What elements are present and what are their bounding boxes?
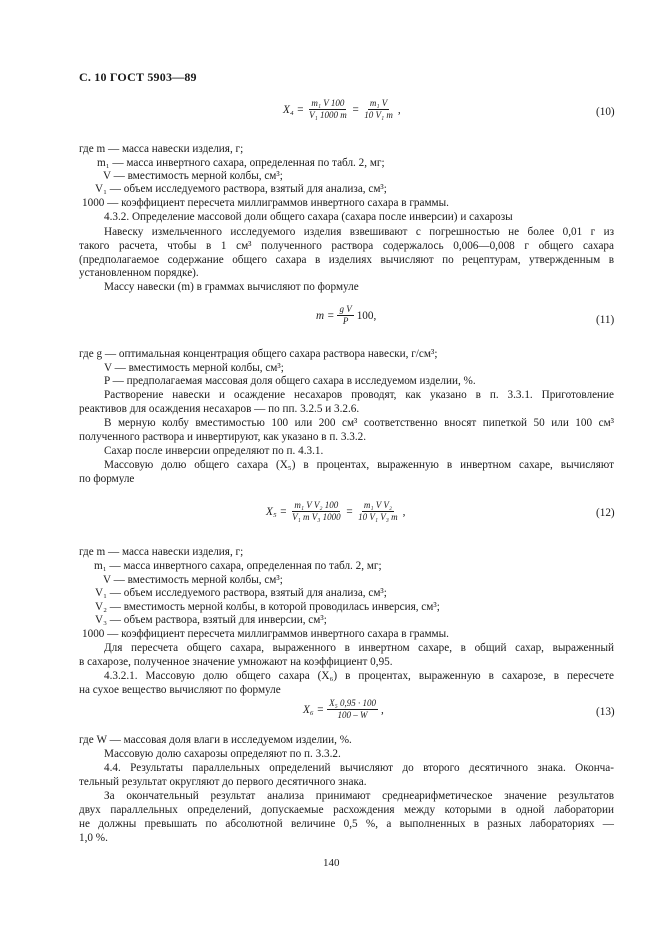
formula-lhs: X₄ = — [283, 103, 305, 116]
text-line: Для пересчета общего сахара, выраженного в инвертном сахаре, в общий сахар, выраженный — [104, 642, 614, 654]
denominator: P — [342, 316, 349, 326]
text-line: где m — масса навески изделия, г; — [79, 546, 244, 558]
numerator: g V — [339, 304, 352, 314]
text-line: полученного раствора и инвертируют, как указано в п. 3.3.2. — [79, 431, 367, 443]
text-line: V₂ — вместимость мерной колбы, в которой проводилась инверсия, см³; — [95, 601, 440, 613]
text-line: установленном порядке). — [79, 267, 199, 279]
denominator: 100 – W — [337, 710, 368, 720]
formula-11 — [316, 304, 376, 327]
equals-sign: = — [351, 103, 360, 116]
equation-number: (12) — [596, 507, 615, 519]
text-line: Навеску измельченного исследуемого изделия взвешивают с погрешностью не более 0,01 г из — [104, 226, 614, 238]
numerator: m₁ V V₂ — [363, 500, 392, 510]
equation-number: (13) — [596, 706, 615, 718]
formula-lhs: X₅ = — [266, 505, 288, 518]
numerator: m₁ V 100 — [311, 98, 345, 108]
denominator: 10 V₁ V₃ m — [358, 512, 398, 522]
formula-lhs: m = — [316, 309, 335, 322]
text-line: V₁ — объем исследуемого раствора, взятый для анализа, см³; — [95, 587, 387, 599]
formula-13 — [303, 698, 384, 721]
page-number: 140 — [323, 857, 340, 869]
text-line: в сахарозе, полученное значение умножают на коэффициент 0,95. — [79, 656, 393, 668]
formula-tail: , — [402, 505, 406, 518]
text-line: V — вместимость мерной колбы, см³; — [103, 170, 283, 182]
text-line: тельный результат округляют до первого десятичного знака. — [79, 776, 367, 788]
text-line: V₁ — объем исследуемого раствора, взятый для анализа, см³; — [95, 183, 387, 195]
text-line: двух параллельных определений, допускаемые расхождения между которыми в одной лаборатории — [79, 804, 614, 816]
fraction — [307, 98, 349, 121]
denominator: V₁ 1000 m — [309, 110, 347, 120]
text-line: по формуле — [79, 473, 135, 485]
text-line: 4.4. Результаты параллельных определений вычисляют до второго десятичного знака. Оконча- — [104, 762, 614, 774]
text-line: 4.3.2. Определение массовой доли общего сахара (сахара после инверсии) и сахарозы — [104, 211, 513, 223]
numerator: m₁ V — [369, 98, 388, 108]
text-line: Массу навески (m) в граммах вычисляют по формуле — [104, 281, 359, 293]
fraction — [337, 304, 353, 327]
text-line: такого расчета, чтобы в 1 см³ полученного раствора содержалось 0,006—0,008 г общего сахара — [79, 240, 614, 252]
text-line: V — вместимость мерной колбы, см³; — [103, 574, 283, 586]
formula-tail: 100, — [356, 309, 377, 322]
text-line: Массовую долю общего сахара (X₅) в процентах, выраженную в инвертном сахаре, вычисляют — [104, 459, 614, 471]
equals-sign: = — [345, 505, 354, 518]
text-line: Массовую долю сахарозы определяют по п. 3.3.2. — [104, 748, 341, 760]
text-line: на сухое вещество вычисляют по формуле — [79, 684, 281, 696]
text-line: где g — оптимальная концентрация общего сахара раствора навески, г/см³; — [79, 348, 438, 360]
text-line: m₁ — масса инвертного сахара, определенная по табл. 2, мг; — [94, 560, 382, 572]
formula-tail: , — [380, 703, 384, 716]
text-line: V — вместимость мерной колбы, см³; — [104, 362, 284, 374]
text-line: 1000 — коэффициент пересчета миллиграммов инвертного сахара в граммы. — [82, 628, 449, 640]
fraction — [290, 500, 343, 523]
fraction — [362, 98, 395, 121]
text-line: 4.3.2.1. Массовую долю общего сахара (X₆) в процентах, выраженную в сахарозе, в пересчете — [104, 670, 614, 682]
formula-10 — [283, 98, 401, 121]
fraction — [356, 500, 400, 523]
denominator: V₁ m V₃ 1000 — [292, 512, 341, 522]
denominator: 10 V₁ m — [364, 110, 393, 120]
numerator: m₁ V V₂ 100 — [294, 500, 339, 510]
text-line: P — предполагаемая массовая доля общего сахара в исследуемом изделии, %. — [104, 375, 476, 387]
equation-number: (11) — [596, 314, 615, 326]
numerator: X₅ 0,95 · 100 — [329, 698, 376, 708]
text-line: V₃ — объем раствора, взятый для инверсии, см³; — [95, 614, 327, 626]
text-line: где W — массовая доля влаги в исследуемом изделии, %. — [79, 734, 352, 746]
text-line: Сахар после инверсии определяют по п. 4.3.1. — [104, 445, 324, 457]
equation-number: (10) — [596, 106, 615, 118]
text-line: m₁ — масса инвертного сахара, определенная по табл. 2, мг; — [97, 157, 385, 169]
text-line: Растворение навески и осаждение несахаров проводят, как указано в п. 3.3.1. Приготовление — [104, 389, 614, 401]
text-line: не должны превышать по абсолютной величине 0,5 %, а выполненных в разных лабораториях — — [79, 818, 614, 830]
text-line: 1000 — коэффициент пересчета миллиграммов инвертного сахара в граммы. — [82, 197, 449, 209]
text-line: реактивов для осаждения несахаров — по пп. 3.2.5 и 3.2.6. — [79, 403, 360, 415]
formula-12 — [266, 500, 405, 523]
text-line: где m — масса навески изделия, г; — [79, 143, 244, 155]
text-line: За окончательный результат анализа принимают среднеарифметическое значение результатов — [104, 790, 614, 802]
text-line: 1,0 %. — [79, 832, 108, 844]
formula-lhs: X₆ = — [303, 703, 325, 716]
fraction — [327, 698, 378, 721]
text-line: В мерную колбу вместимостью 100 или 200 см³ соответственно вносят пипеткой 50 или 100 см³ — [104, 417, 614, 429]
formula-tail: , — [397, 103, 401, 116]
page-header: С. 10 ГОСТ 5903—89 — [79, 70, 197, 84]
text-line: (предполагаемое содержание общего сахара в изделиях вычисляют по рецептурам, утвержденным в — [79, 254, 614, 266]
